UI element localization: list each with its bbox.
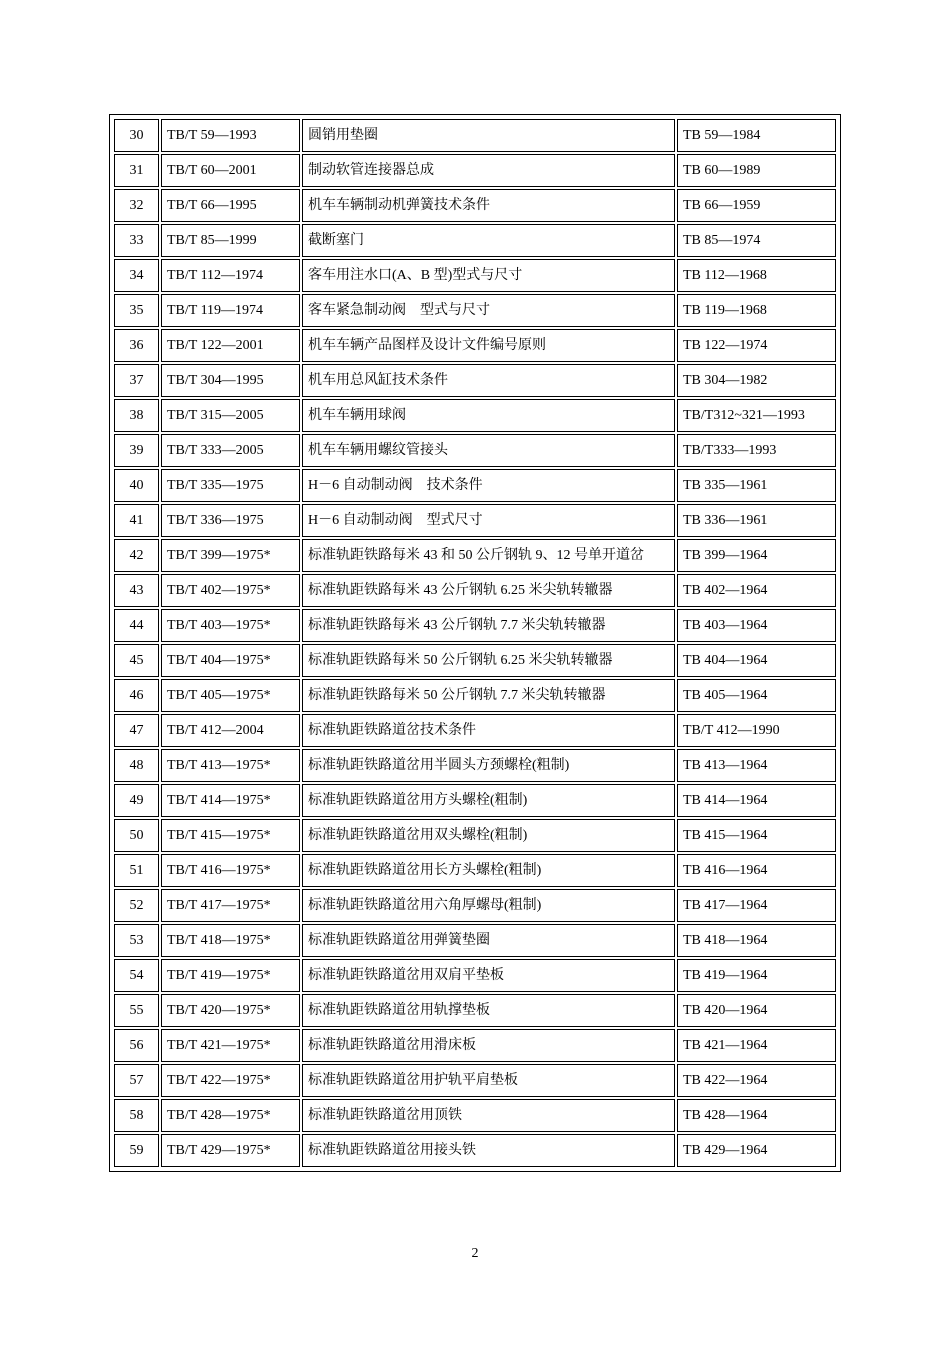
standard-title: 客车用注水口(A、B 型)型式与尺寸 [302,259,675,292]
standard-title: 机车用总风缸技术条件 [302,364,675,397]
page-number: 2 [471,1246,479,1261]
standard-title: 机车车辆用螺纹管接头 [302,434,675,467]
standard-title: 标准轨距铁路道岔技术条件 [302,714,675,747]
standard-code: TB/T 405—1975* [161,679,300,712]
standard-code: TB/T 333—2005 [161,434,300,467]
standard-code: TB/T 402—1975* [161,574,300,607]
table-row [114,924,836,957]
row-number: 49 [114,784,159,817]
standards-table-body [114,119,836,1167]
replaced-standard: TB 419—1964 [677,959,836,992]
replaced-standard: TB 119—1968 [677,294,836,327]
table-row [114,1064,836,1097]
standard-title: 标准轨距铁路道岔用滑床板 [302,1029,675,1062]
row-number: 47 [114,714,159,747]
table-row [114,224,836,257]
table-row [114,854,836,887]
replaced-standard: TB 420—1964 [677,994,836,1027]
table-row [114,714,836,747]
row-number: 59 [114,1134,159,1167]
standard-code: TB/T 66—1995 [161,189,300,222]
standard-title: 标准轨距铁路道岔用方头螺栓(粗制) [302,784,675,817]
table-row [114,294,836,327]
row-number: 40 [114,469,159,502]
table-row [114,574,836,607]
standard-code: TB/T 122—2001 [161,329,300,362]
table-row [114,784,836,817]
standard-title: 标准轨距铁路道岔用接头铁 [302,1134,675,1167]
table-row [114,679,836,712]
row-number: 48 [114,749,159,782]
standard-code: TB/T 414—1975* [161,784,300,817]
replaced-standard: TB 415—1964 [677,819,836,852]
table-row [114,119,836,152]
replaced-standard: TB 413—1964 [677,749,836,782]
standard-code: TB/T 428—1975* [161,1099,300,1132]
row-number: 39 [114,434,159,467]
table-row [114,504,836,537]
standard-title: 标准轨距铁路道岔用长方头螺栓(粗制) [302,854,675,887]
standard-title: 截断塞门 [302,224,675,257]
replaced-standard: TB 421—1964 [677,1029,836,1062]
replaced-standard: TB 112—1968 [677,259,836,292]
standard-title: 标准轨距铁路道岔用六角厚螺母(粗制) [302,889,675,922]
row-number: 55 [114,994,159,1027]
replaced-standard: TB 416—1964 [677,854,836,887]
row-number: 34 [114,259,159,292]
row-number: 30 [114,119,159,152]
table-row [114,959,836,992]
standard-code: TB/T 413—1975* [161,749,300,782]
standard-code: TB/T 417—1975* [161,889,300,922]
standard-title: 标准轨距铁路道岔用双头螺栓(粗制) [302,819,675,852]
table-row [114,994,836,1027]
standard-title: 机车车辆产品图样及设计文件编号原则 [302,329,675,362]
replaced-standard: TB/T312~321—1993 [677,399,836,432]
standard-code: TB/T 420—1975* [161,994,300,1027]
standard-title: 标准轨距铁路每米 43 公斤钢轨 7.7 米尖轨转辙器 [302,609,675,642]
standard-title: 客车紧急制动阀 型式与尺寸 [302,294,675,327]
replaced-standard: TB 122—1974 [677,329,836,362]
standard-code: TB/T 403—1975* [161,609,300,642]
row-number: 35 [114,294,159,327]
standard-title: 机车车辆用球阀 [302,399,675,432]
row-number: 44 [114,609,159,642]
table-row [114,469,836,502]
standard-code: TB/T 419—1975* [161,959,300,992]
row-number: 41 [114,504,159,537]
standard-title: 机车车辆制动机弹簧技术条件 [302,189,675,222]
row-number: 52 [114,889,159,922]
standard-code: TB/T 336—1975 [161,504,300,537]
standard-code: TB/T 421—1975* [161,1029,300,1062]
row-number: 53 [114,924,159,957]
row-number: 38 [114,399,159,432]
standard-code: TB/T 335—1975 [161,469,300,502]
standard-code: TB/T 416—1975* [161,854,300,887]
table-row [114,749,836,782]
standard-code: TB/T 315—2005 [161,399,300,432]
row-number: 58 [114,1099,159,1132]
replaced-standard: TB 429—1964 [677,1134,836,1167]
replaced-standard: TB 402—1964 [677,574,836,607]
row-number: 32 [114,189,159,222]
replaced-standard: TB 418—1964 [677,924,836,957]
table-row [114,609,836,642]
standard-code: TB/T 60—2001 [161,154,300,187]
replaced-standard: TB 428—1964 [677,1099,836,1132]
replaced-standard: TB 336—1961 [677,504,836,537]
table-row [114,154,836,187]
replaced-standard: TB 399—1964 [677,539,836,572]
row-number: 43 [114,574,159,607]
standard-title: 标准轨距铁路每米 43 和 50 公斤钢轨 9、12 号单开道岔 [302,539,675,572]
row-number: 33 [114,224,159,257]
standard-code: TB/T 422—1975* [161,1064,300,1097]
replaced-standard: TB 60—1989 [677,154,836,187]
replaced-standard: TB 85—1974 [677,224,836,257]
table-row [114,1029,836,1062]
replaced-standard: TB 405—1964 [677,679,836,712]
replaced-standard: TB 66—1959 [677,189,836,222]
standard-title: 标准轨距铁路每米 43 公斤钢轨 6.25 米尖轨转辙器 [302,574,675,607]
standard-title: H－6 自动制动阀 型式尺寸 [302,504,675,537]
row-number: 31 [114,154,159,187]
table-row [114,329,836,362]
standard-title: 标准轨距铁路每米 50 公斤钢轨 6.25 米尖轨转辙器 [302,644,675,677]
table-row [114,189,836,222]
standard-code: TB/T 418—1975* [161,924,300,957]
table-row [114,399,836,432]
row-number: 46 [114,679,159,712]
standard-title: 标准轨距铁路道岔用双肩平垫板 [302,959,675,992]
standards-table [112,117,838,1169]
row-number: 42 [114,539,159,572]
row-number: 57 [114,1064,159,1097]
replaced-standard: TB 59—1984 [677,119,836,152]
standard-code: TB/T 429—1975* [161,1134,300,1167]
row-number: 36 [114,329,159,362]
standard-title: 标准轨距铁路道岔用顶铁 [302,1099,675,1132]
replaced-standard: TB 404—1964 [677,644,836,677]
standard-title: 标准轨距铁路每米 50 公斤钢轨 7.7 米尖轨转辙器 [302,679,675,712]
standard-title: H－6 自动制动阀 技术条件 [302,469,675,502]
standard-code: TB/T 112—1974 [161,259,300,292]
row-number: 37 [114,364,159,397]
replaced-standard: TB 403—1964 [677,609,836,642]
replaced-standard: TB/T 412—1990 [677,714,836,747]
standard-title: 制动软管连接器总成 [302,154,675,187]
table-row [114,539,836,572]
standard-title: 标准轨距铁路道岔用弹簧垫圈 [302,924,675,957]
table-row [114,1134,836,1167]
replaced-standard: TB/T333—1993 [677,434,836,467]
standard-code: TB/T 85—1999 [161,224,300,257]
table-row [114,434,836,467]
replaced-standard: TB 335—1961 [677,469,836,502]
standard-code: TB/T 304—1995 [161,364,300,397]
standard-title: 圆销用垫圈 [302,119,675,152]
standard-title: 标准轨距铁路道岔用轨撑垫板 [302,994,675,1027]
standard-code: TB/T 404—1975* [161,644,300,677]
table-row [114,259,836,292]
row-number: 45 [114,644,159,677]
row-number: 50 [114,819,159,852]
replaced-standard: TB 417—1964 [677,889,836,922]
table-row [114,644,836,677]
standards-table-frame [109,114,841,1172]
replaced-standard: TB 414—1964 [677,784,836,817]
standard-code: TB/T 399—1975* [161,539,300,572]
standard-code: TB/T 59—1993 [161,119,300,152]
standard-code: TB/T 412—2004 [161,714,300,747]
table-row [114,1099,836,1132]
replaced-standard: TB 422—1964 [677,1064,836,1097]
table-row [114,889,836,922]
row-number: 56 [114,1029,159,1062]
standard-title: 标准轨距铁路道岔用护轨平肩垫板 [302,1064,675,1097]
standard-title: 标准轨距铁路道岔用半圆头方颈螺栓(粗制) [302,749,675,782]
standard-code: TB/T 119—1974 [161,294,300,327]
replaced-standard: TB 304—1982 [677,364,836,397]
table-row [114,819,836,852]
row-number: 54 [114,959,159,992]
standard-code: TB/T 415—1975* [161,819,300,852]
table-row [114,364,836,397]
row-number: 51 [114,854,159,887]
